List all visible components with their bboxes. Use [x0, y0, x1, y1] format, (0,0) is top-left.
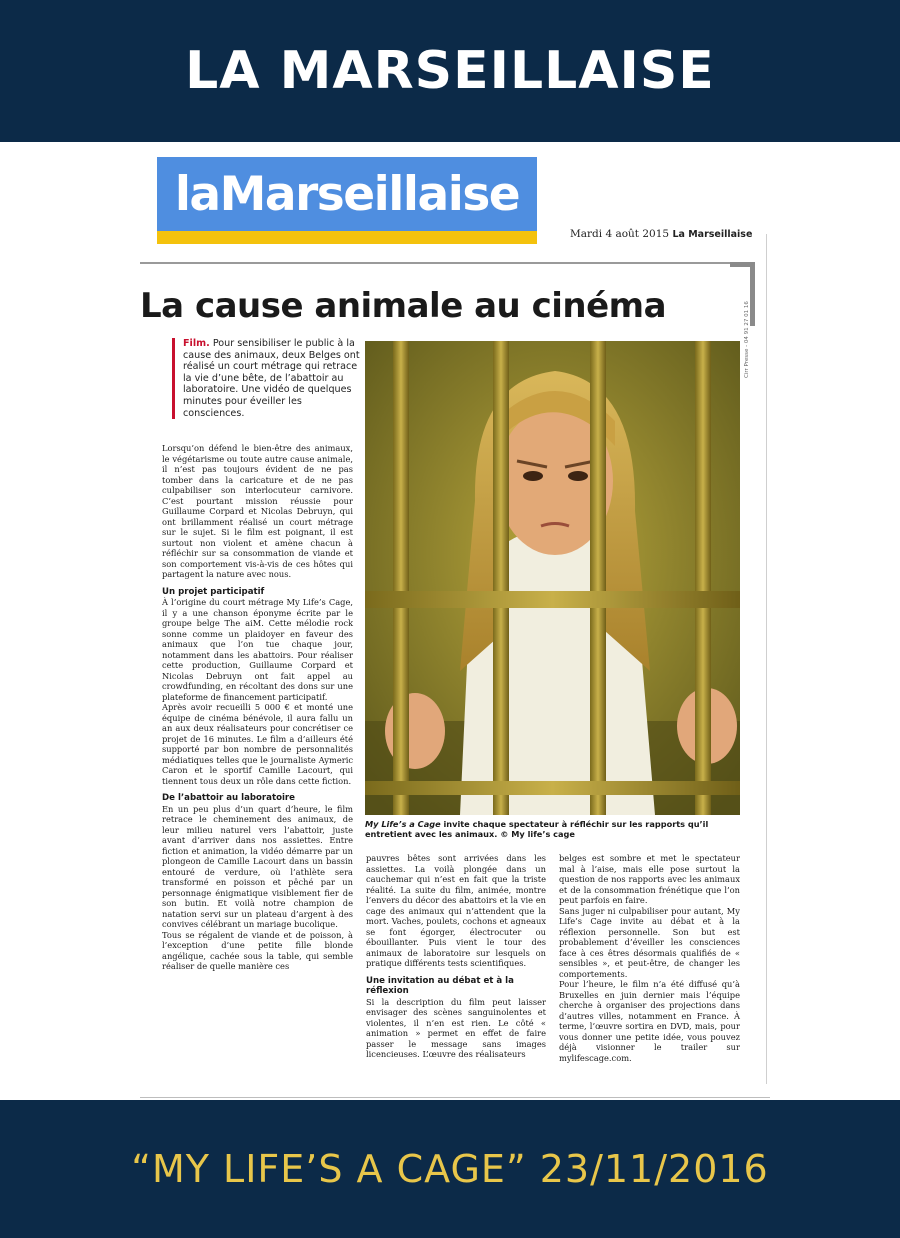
- caption-text: invite chaque spectateur à réfléchir sur les rapports qu’il entretient avec les animaux. © My life’s cage: [365, 819, 709, 840]
- article-headline: La cause animale au cinéma: [140, 286, 667, 326]
- paragraph: pauvres bêtes sont arrivées dans les assiettes. La voilà plongée dans un cauchemar qui n’est en fait que la triste réalité. La suite du film, animée, montre l’envers du décor des abattoirs et la vie en cage des animaux qui n’attendent que la mort. Vaches, poulets, cochons et agneaux se font égorger, électrocuter ou ébouillanter. Puis vient le tour des animaux de laboratoire sur lesquels on pratique différents tests scientifiques.: [366, 853, 546, 968]
- subheading: Un projet participatif: [162, 586, 265, 597]
- column-1: [162, 443, 353, 972]
- subheading: Une invitation au débat et à la réflexion: [366, 975, 514, 996]
- footer-title: “MY LIFE’S A CAGE” 23/11/2016: [131, 1147, 769, 1191]
- bottom-rule: [140, 1097, 770, 1098]
- paragraph: En un peu plus d’un quart d’heure, le film retrace le cheminement des animaux, de leur milieu naturel vers l’abattoir, juste avant d’arriver dans nos assiettes. Entre fiction et animation, la vidéo démarre par un plongeon de Camille Lacourt dans un bassin entouré de verdure, où l’athlète sera transformé en poisson et pêché par un personnage énigmatique visiblement fier de son butin. Et voilà notre champion de natation servi sur un plateau d’argent à des convives célébrant un mariage bucolique.: [162, 803, 353, 929]
- dateline-paper: La Marseillaise: [672, 229, 753, 240]
- standfirst-text: Pour sensibiliser le public à la cause des animaux, deux Belges ont réalisé un court métrage qui retrace la vie d’une bête, de l’abattoir au laboratoire. Une vidéo de quelques minutes pour éveiller les consciences.: [183, 338, 360, 419]
- banner-title: LA MARSEILLAISE: [185, 41, 715, 101]
- corner-mark-vertical: [750, 262, 755, 326]
- dateline: [570, 228, 752, 240]
- top-rule: [140, 262, 755, 264]
- paragraph: Pour l’heure, le film n’a été diffusé qu’à Bruxelles en juin dernier mais l’équipe cherche à organiser des projections dans d’autres villes, notamment en France. À terme, l’œuvre sortira en DVD, mais, pour vous donner une petite idée, vous pouvez déjà visionner le trailer sur mylifescage.com.: [559, 979, 740, 1063]
- paragraph: Après avoir recueilli 5 000 € et monté une équipe de cinéma bénévole, il aura fallu un an aux deux réalisateurs pour concrétiser ce projet de 16 minutes. Le film a d’ailleurs été supporté par bon nombre de personnalités médiatiques telles que le journaliste Aymeric Caron et le sportif Camille Lacourt, qui tiennent tous deux un rôle dans cette fiction.: [162, 702, 353, 786]
- press-credit: Cirr Presse - 04 91 27 01 16: [744, 301, 750, 378]
- column-3: [559, 853, 740, 1063]
- paragraph: belges est sombre et met le spectateur mal à l’aise, mais elle pose surtout la question de nos rapports avec les animaux et de la consommation frénétique que l’on peut parfois en faire.: [559, 853, 740, 905]
- newspaper-logo: [157, 157, 537, 244]
- photo-illustration: [365, 341, 740, 815]
- girl-behind-bars-photo: [365, 341, 740, 815]
- bottom-banner: [0, 1100, 900, 1238]
- logo-text: laMarseillaise: [174, 166, 520, 222]
- paragraph: À l’origine du court métrage My Life’s Cage, il y a une chanson éponyme écrite par le groupe belge The aiM. Cette mélodie rock sonne comme un plaidoyer en faveur des animaux que l’on tue chaque jour, notamment dans les abattoirs. Pour réaliser cette production, Guillaume Corpard et Nicolas Debruyn ont fait appel au crowdfunding, en récoltant des dons sur une plateforme de financement participatif.: [162, 597, 353, 702]
- caption-title: My Life’s a Cage: [365, 819, 441, 829]
- article-standfirst: [172, 338, 362, 419]
- paragraph: Sans juger ni culpabiliser pour autant, My Life’s Cage invite au débat et à la réflexion personnelle. Son but est probablement d’éveiller les consciences face à ces êtres désormais qualifiés de « sensibles », et peut-être, de changer les comportements.: [559, 905, 740, 979]
- paragraph: Si la description du film peut laisser envisager des scènes sanguinolentes et violentes, il n’en est rien. Le côté « animation » permet en effet de faire passer le message sans images licencieuses. L’œuvre des réalisateurs: [366, 996, 546, 1059]
- column-2: [366, 853, 546, 1060]
- top-banner: [0, 0, 900, 142]
- dateline-date: Mardi 4 août 2015: [570, 228, 670, 240]
- photo-caption: [365, 819, 740, 839]
- side-rule: [766, 234, 767, 1084]
- paragraph: Lorsqu’on défend le bien-être des animaux, le végétarisme ou toute autre cause animale, il n’est pas toujours évident de ne pas tomber dans la caricature et de ne pas culpabiliser son interlocuteur carnivore. C’est pourtant mission réussie pour Guillaume Corpard et Nicolas Debruyn, qui ont brillamment réalisé un court métrage sur le sujet. Si le film est poignant, il est surtout non violent et amène chacun à réfléchir sur sa consommation de viande et son comportement vis-à-vis de ces hôtes qui partagent la nature avec nous.: [162, 443, 353, 579]
- kicker: Film.: [183, 338, 210, 349]
- logo-stripe: [157, 231, 537, 244]
- paragraph: Tous se régalent de viande et de poisson, à l’exception d’une petite fille blonde angélique, cachée sous la table, qui semble réaliser de quelle manière ces: [162, 929, 353, 971]
- newspaper-clipping: [140, 142, 770, 1100]
- subheading: De l’abattoir au laboratoire: [162, 793, 295, 803]
